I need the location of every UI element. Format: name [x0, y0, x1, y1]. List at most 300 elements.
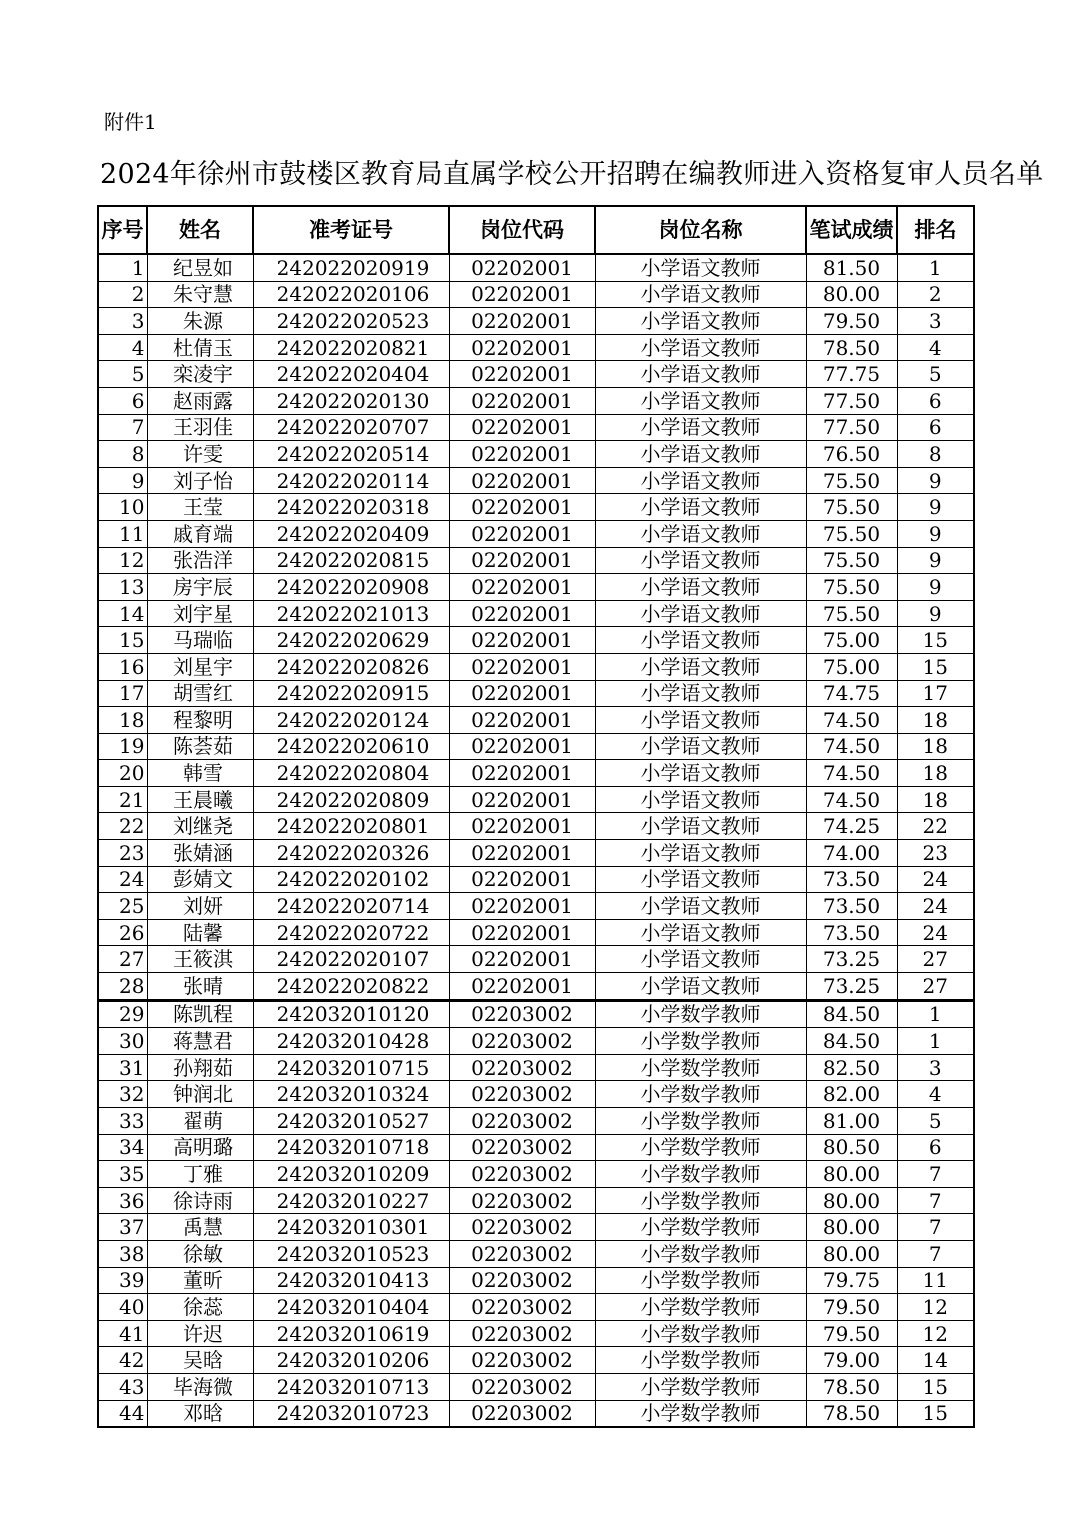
cell-score: 75.50	[806, 547, 897, 574]
cell-post-name: 小学语文教师	[595, 574, 806, 601]
cell-post-name: 小学语文教师	[595, 866, 806, 893]
header-rank: 排名	[897, 206, 974, 254]
cell-rank: 5	[897, 361, 974, 388]
cell-post-code: 02202001	[449, 946, 595, 973]
cell-name: 韩雪	[147, 760, 253, 787]
cell-rank: 7	[897, 1187, 974, 1214]
cell-rank: 9	[897, 547, 974, 574]
header-name: 姓名	[147, 206, 253, 254]
cell-exam-id: 242022020815	[253, 547, 449, 574]
table-row	[98, 866, 974, 893]
table-row	[98, 1240, 974, 1267]
cell-post-code: 02202001	[449, 600, 595, 627]
table-row	[98, 919, 974, 946]
cell-rank: 15	[897, 627, 974, 654]
cell-exam-id: 242022020409	[253, 520, 449, 547]
cell-exam-id: 242032010713	[253, 1373, 449, 1400]
cell-post-name: 小学数学教师	[595, 1108, 806, 1135]
cell-name: 王晨曦	[147, 786, 253, 813]
cell-exam-id: 242022020908	[253, 574, 449, 601]
cell-post-code: 02202001	[449, 627, 595, 654]
table-row	[98, 281, 974, 308]
cell-exam-id: 242022020523	[253, 308, 449, 335]
cell-post-name: 小学语文教师	[595, 387, 806, 414]
cell-rank: 9	[897, 520, 974, 547]
cell-post-name: 小学语文教师	[595, 653, 806, 680]
cell-post-name: 小学数学教师	[595, 1134, 806, 1161]
cell-post-name: 小学语文教师	[595, 334, 806, 361]
cell-post-name: 小学数学教师	[595, 1347, 806, 1374]
cell-rank: 12	[897, 1320, 974, 1347]
table-row	[98, 786, 974, 813]
table-row	[98, 1294, 974, 1321]
cell-rank: 4	[897, 1081, 974, 1108]
cell-score: 75.50	[806, 600, 897, 627]
cell-post-name: 小学语文教师	[595, 760, 806, 787]
cell-index: 16	[98, 653, 147, 680]
cell-index: 29	[98, 1000, 147, 1028]
cell-index: 17	[98, 680, 147, 707]
cell-index: 25	[98, 893, 147, 920]
header-post-name: 岗位名称	[595, 206, 806, 254]
cell-index: 44	[98, 1400, 147, 1427]
cell-exam-id: 242022020102	[253, 866, 449, 893]
cell-post-name: 小学数学教师	[595, 1400, 806, 1427]
cell-post-code: 02203002	[449, 1320, 595, 1347]
cell-index: 40	[98, 1294, 147, 1321]
cell-post-code: 02202001	[449, 893, 595, 920]
cell-score: 82.00	[806, 1081, 897, 1108]
cell-score: 73.25	[806, 973, 897, 1001]
cell-index: 18	[98, 707, 147, 734]
cell-index: 34	[98, 1134, 147, 1161]
cell-index: 39	[98, 1267, 147, 1294]
table-row	[98, 1000, 974, 1028]
cell-post-code: 02203002	[449, 1000, 595, 1028]
table-row	[98, 1081, 974, 1108]
cell-post-name: 小学数学教师	[595, 1240, 806, 1267]
cell-post-name: 小学数学教师	[595, 1214, 806, 1241]
cell-name: 徐蕊	[147, 1294, 253, 1321]
cell-score: 77.50	[806, 387, 897, 414]
cell-post-code: 02202001	[449, 786, 595, 813]
cell-score: 74.25	[806, 813, 897, 840]
cell-exam-id: 242022020130	[253, 387, 449, 414]
cell-name: 陈荟茹	[147, 733, 253, 760]
cell-name: 刘宇星	[147, 600, 253, 627]
cell-exam-id: 242032010413	[253, 1267, 449, 1294]
cell-index: 13	[98, 574, 147, 601]
cell-post-code: 02203002	[449, 1081, 595, 1108]
cell-score: 76.50	[806, 441, 897, 468]
cell-exam-id: 242022020707	[253, 414, 449, 441]
cell-exam-id: 242032010324	[253, 1081, 449, 1108]
cell-post-name: 小学数学教师	[595, 1267, 806, 1294]
table-row	[98, 1108, 974, 1135]
cell-post-code: 02202001	[449, 733, 595, 760]
cell-name: 王羽佳	[147, 414, 253, 441]
cell-post-name: 小学语文教师	[595, 919, 806, 946]
cell-score: 79.50	[806, 308, 897, 335]
cell-name: 董昕	[147, 1267, 253, 1294]
cell-score: 74.75	[806, 680, 897, 707]
cell-index: 22	[98, 813, 147, 840]
cell-score: 79.75	[806, 1267, 897, 1294]
cell-exam-id: 242032010209	[253, 1161, 449, 1188]
cell-rank: 24	[897, 893, 974, 920]
cell-post-name: 小学语文教师	[595, 494, 806, 521]
cell-score: 77.75	[806, 361, 897, 388]
cell-score: 78.50	[806, 1373, 897, 1400]
cell-post-code: 02202001	[449, 707, 595, 734]
table-row	[98, 893, 974, 920]
cell-post-name: 小学语文教师	[595, 281, 806, 308]
cell-score: 79.50	[806, 1294, 897, 1321]
cell-index: 5	[98, 361, 147, 388]
cell-exam-id: 242022020404	[253, 361, 449, 388]
table-row	[98, 760, 974, 787]
cell-post-code: 02202001	[449, 973, 595, 1001]
cell-post-name: 小学语文教师	[595, 733, 806, 760]
cell-post-code: 02202001	[449, 760, 595, 787]
cell-rank: 9	[897, 574, 974, 601]
cell-name: 刘继尧	[147, 813, 253, 840]
cell-exam-id: 242022021013	[253, 600, 449, 627]
table-row	[98, 733, 974, 760]
cell-post-name: 小学语文教师	[595, 813, 806, 840]
table-header-row	[98, 206, 974, 254]
table-row	[98, 627, 974, 654]
cell-post-code: 02203002	[449, 1400, 595, 1427]
cell-rank: 7	[897, 1214, 974, 1241]
cell-post-name: 小学语文教师	[595, 414, 806, 441]
table-row	[98, 1161, 974, 1188]
table-row	[98, 840, 974, 867]
cell-post-name: 小学语文教师	[595, 441, 806, 468]
cell-rank: 27	[897, 946, 974, 973]
cell-post-code: 02202001	[449, 680, 595, 707]
cell-post-code: 02203002	[449, 1240, 595, 1267]
cell-score: 73.50	[806, 866, 897, 893]
cell-name: 邓晗	[147, 1400, 253, 1427]
cell-score: 78.50	[806, 334, 897, 361]
cell-score: 84.50	[806, 1000, 897, 1028]
cell-index: 19	[98, 733, 147, 760]
cell-post-name: 小学语文教师	[595, 786, 806, 813]
cell-exam-id: 242032010619	[253, 1320, 449, 1347]
cell-post-code: 02202001	[449, 254, 595, 281]
cell-post-name: 小学语文教师	[595, 467, 806, 494]
table-row	[98, 653, 974, 680]
cell-score: 74.50	[806, 707, 897, 734]
cell-post-name: 小学语文教师	[595, 308, 806, 335]
cell-name: 蒋慧君	[147, 1028, 253, 1055]
attachment-label: 附件1	[104, 110, 157, 134]
cell-post-name: 小学数学教师	[595, 1000, 806, 1028]
cell-rank: 6	[897, 387, 974, 414]
cell-post-code: 02202001	[449, 919, 595, 946]
cell-name: 纪昱如	[147, 254, 253, 281]
table-row	[98, 254, 974, 281]
cell-exam-id: 242032010206	[253, 1347, 449, 1374]
cell-exam-id: 242022020629	[253, 627, 449, 654]
cell-exam-id: 242022020114	[253, 467, 449, 494]
table-row	[98, 813, 974, 840]
cell-index: 23	[98, 840, 147, 867]
header-exam-id: 准考证号	[253, 206, 449, 254]
cell-exam-id: 242022020919	[253, 254, 449, 281]
cell-name: 赵雨露	[147, 387, 253, 414]
cell-post-code: 02202001	[449, 547, 595, 574]
cell-score: 74.50	[806, 786, 897, 813]
cell-post-code: 02202001	[449, 813, 595, 840]
cell-name: 房宇辰	[147, 574, 253, 601]
cell-name: 马瑞临	[147, 627, 253, 654]
cell-post-code: 02202001	[449, 574, 595, 601]
cell-exam-id: 242022020318	[253, 494, 449, 521]
cell-score: 75.50	[806, 520, 897, 547]
cell-post-name: 小学语文教师	[595, 946, 806, 973]
cell-post-code: 02202001	[449, 866, 595, 893]
cell-index: 30	[98, 1028, 147, 1055]
cell-post-code: 02202001	[449, 308, 595, 335]
cell-rank: 8	[897, 441, 974, 468]
cell-post-name: 小学数学教师	[595, 1081, 806, 1108]
table-row	[98, 1134, 974, 1161]
cell-rank: 1	[897, 1028, 974, 1055]
cell-rank: 9	[897, 600, 974, 627]
cell-post-name: 小学语文教师	[595, 840, 806, 867]
cell-name: 禹慧	[147, 1214, 253, 1241]
table-row	[98, 680, 974, 707]
cell-post-code: 02202001	[449, 467, 595, 494]
cell-post-name: 小学语文教师	[595, 973, 806, 1001]
cell-rank: 18	[897, 760, 974, 787]
cell-name: 彭婧文	[147, 866, 253, 893]
cell-index: 38	[98, 1240, 147, 1267]
cell-rank: 15	[897, 653, 974, 680]
cell-name: 陈凯程	[147, 1000, 253, 1028]
cell-score: 79.00	[806, 1347, 897, 1374]
cell-post-code: 02203002	[449, 1054, 595, 1081]
cell-post-name: 小学语文教师	[595, 254, 806, 281]
cell-index: 37	[98, 1214, 147, 1241]
cell-exam-id: 242032010527	[253, 1108, 449, 1135]
cell-name: 王筱淇	[147, 946, 253, 973]
cell-index: 6	[98, 387, 147, 414]
cell-exam-id: 242022020801	[253, 813, 449, 840]
cell-name: 钟润北	[147, 1081, 253, 1108]
cell-name: 张晴	[147, 973, 253, 1001]
cell-post-name: 小学语文教师	[595, 547, 806, 574]
cell-post-name: 小学数学教师	[595, 1054, 806, 1081]
cell-post-code: 02202001	[449, 494, 595, 521]
cell-rank: 15	[897, 1400, 974, 1427]
cell-post-code: 02203002	[449, 1347, 595, 1374]
cell-post-code: 02202001	[449, 281, 595, 308]
cell-rank: 1	[897, 254, 974, 281]
cell-exam-id: 242022020326	[253, 840, 449, 867]
cell-rank: 14	[897, 1347, 974, 1374]
cell-score: 79.50	[806, 1320, 897, 1347]
table-row	[98, 973, 974, 1001]
cell-rank: 9	[897, 467, 974, 494]
cell-rank: 18	[897, 786, 974, 813]
table-row	[98, 1400, 974, 1427]
cell-rank: 7	[897, 1161, 974, 1188]
cell-rank: 15	[897, 1373, 974, 1400]
cell-index: 7	[98, 414, 147, 441]
cell-index: 31	[98, 1054, 147, 1081]
cell-index: 20	[98, 760, 147, 787]
cell-rank: 18	[897, 733, 974, 760]
cell-exam-id: 242022020714	[253, 893, 449, 920]
cell-post-name: 小学数学教师	[595, 1320, 806, 1347]
table-row	[98, 600, 974, 627]
table-row	[98, 547, 974, 574]
cell-name: 徐诗雨	[147, 1187, 253, 1214]
cell-rank: 3	[897, 308, 974, 335]
cell-score: 82.50	[806, 1054, 897, 1081]
cell-score: 75.00	[806, 653, 897, 680]
cell-score: 75.50	[806, 574, 897, 601]
cell-index: 10	[98, 494, 147, 521]
cell-rank: 12	[897, 1294, 974, 1321]
cell-score: 74.50	[806, 760, 897, 787]
cell-name: 胡雪红	[147, 680, 253, 707]
cell-post-name: 小学数学教师	[595, 1373, 806, 1400]
cell-rank: 1	[897, 1000, 974, 1028]
cell-name: 程黎明	[147, 707, 253, 734]
cell-rank: 11	[897, 1267, 974, 1294]
cell-rank: 4	[897, 334, 974, 361]
cell-score: 80.00	[806, 1240, 897, 1267]
cell-name: 徐敏	[147, 1240, 253, 1267]
cell-post-code: 02202001	[449, 334, 595, 361]
cell-exam-id: 242032010301	[253, 1214, 449, 1241]
cell-name: 朱源	[147, 308, 253, 335]
cell-index: 28	[98, 973, 147, 1001]
cell-post-code: 02202001	[449, 840, 595, 867]
cell-exam-id: 242032010120	[253, 1000, 449, 1028]
cell-index: 36	[98, 1187, 147, 1214]
cell-name: 刘子怡	[147, 467, 253, 494]
table-row	[98, 467, 974, 494]
cell-score: 80.00	[806, 1161, 897, 1188]
cell-score: 81.50	[806, 254, 897, 281]
cell-post-name: 小学语文教师	[595, 893, 806, 920]
cell-index: 15	[98, 627, 147, 654]
cell-post-code: 02203002	[449, 1294, 595, 1321]
cell-score: 75.50	[806, 467, 897, 494]
cell-score: 73.50	[806, 919, 897, 946]
cell-index: 42	[98, 1347, 147, 1374]
cell-score: 80.00	[806, 1214, 897, 1241]
table-row	[98, 441, 974, 468]
table-row	[98, 1373, 974, 1400]
cell-exam-id: 242022020124	[253, 707, 449, 734]
cell-rank: 2	[897, 281, 974, 308]
cell-name: 王莹	[147, 494, 253, 521]
cell-exam-id: 242022020826	[253, 653, 449, 680]
cell-name: 张浩洋	[147, 547, 253, 574]
cell-rank: 6	[897, 1134, 974, 1161]
cell-index: 9	[98, 467, 147, 494]
document-title: 2024年徐州市鼓楼区教育局直属学校公开招聘在编教师进入资格复审人员名单	[100, 159, 1044, 190]
cell-exam-id: 242022020514	[253, 441, 449, 468]
cell-index: 8	[98, 441, 147, 468]
header-post-code: 岗位代码	[449, 206, 595, 254]
header-score: 笔试成绩	[806, 206, 897, 254]
cell-index: 43	[98, 1373, 147, 1400]
cell-index: 33	[98, 1108, 147, 1135]
cell-score: 74.50	[806, 733, 897, 760]
cell-index: 11	[98, 520, 147, 547]
cell-rank: 9	[897, 494, 974, 521]
cell-post-code: 02203002	[449, 1267, 595, 1294]
cell-index: 21	[98, 786, 147, 813]
cell-name: 孙翔茹	[147, 1054, 253, 1081]
cell-index: 4	[98, 334, 147, 361]
cell-exam-id: 242032010723	[253, 1400, 449, 1427]
table-row	[98, 1347, 974, 1374]
cell-name: 毕海微	[147, 1373, 253, 1400]
cell-score: 80.50	[806, 1134, 897, 1161]
cell-score: 75.50	[806, 494, 897, 521]
cell-score: 84.50	[806, 1028, 897, 1055]
cell-exam-id: 242022020915	[253, 680, 449, 707]
candidate-table	[97, 205, 975, 1428]
cell-post-code: 02202001	[449, 653, 595, 680]
cell-post-code: 02203002	[449, 1028, 595, 1055]
cell-post-code: 02202001	[449, 387, 595, 414]
cell-exam-id: 242022020722	[253, 919, 449, 946]
cell-post-name: 小学数学教师	[595, 1028, 806, 1055]
table-row	[98, 1214, 974, 1241]
cell-rank: 17	[897, 680, 974, 707]
cell-name: 张婧涵	[147, 840, 253, 867]
cell-exam-id: 242022020821	[253, 334, 449, 361]
table-row	[98, 1320, 974, 1347]
table-row	[98, 1267, 974, 1294]
table-row	[98, 414, 974, 441]
table-row	[98, 946, 974, 973]
table-row	[98, 1187, 974, 1214]
cell-post-name: 小学语文教师	[595, 361, 806, 388]
cell-index: 2	[98, 281, 147, 308]
table-body	[98, 254, 974, 1427]
cell-exam-id: 242032010227	[253, 1187, 449, 1214]
cell-score: 77.50	[806, 414, 897, 441]
cell-exam-id: 242032010715	[253, 1054, 449, 1081]
table-row	[98, 1028, 974, 1055]
cell-rank: 27	[897, 973, 974, 1001]
cell-index: 14	[98, 600, 147, 627]
table-row	[98, 387, 974, 414]
table-row	[98, 494, 974, 521]
cell-post-code: 02202001	[449, 361, 595, 388]
cell-index: 1	[98, 254, 147, 281]
cell-name: 杜倩玉	[147, 334, 253, 361]
table-row	[98, 361, 974, 388]
cell-post-code: 02203002	[449, 1187, 595, 1214]
cell-post-code: 02203002	[449, 1373, 595, 1400]
cell-post-name: 小学语文教师	[595, 707, 806, 734]
cell-score: 74.00	[806, 840, 897, 867]
cell-exam-id: 242022020809	[253, 786, 449, 813]
header-index: 序号	[98, 206, 147, 254]
cell-score: 78.50	[806, 1400, 897, 1427]
